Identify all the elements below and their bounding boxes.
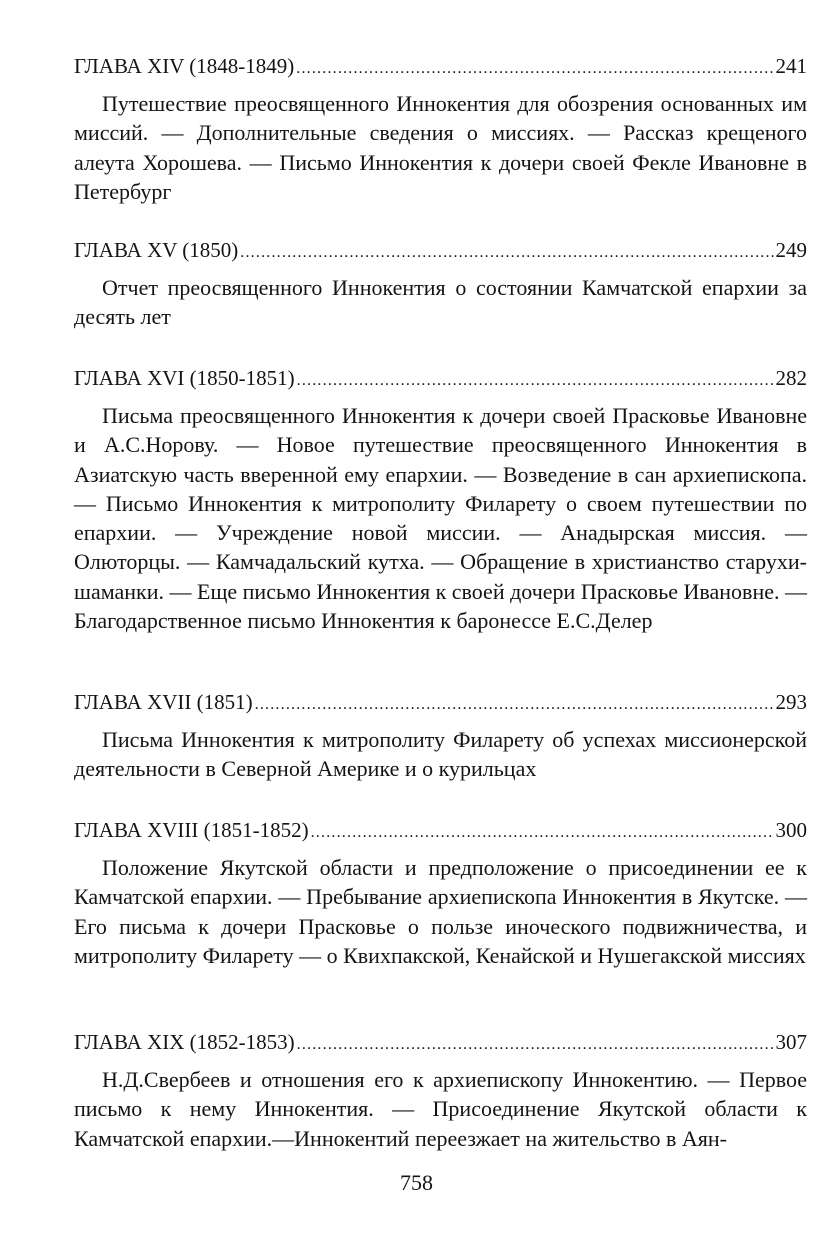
chapter-title: ГЛАВА XIV (1848-1849)	[74, 54, 295, 78]
dot-leader	[296, 53, 773, 85]
chapter-title: ГЛАВА XV (1850)	[74, 238, 239, 262]
dot-leader	[255, 689, 774, 721]
chapter-summary: Письма преосвященного Иннокентия к дочери своей Прасковье Ивановне и А.С.Норову. — Новое путешествие преосвященного Иннокентия в Азиатскую часть вверенной ему епархии. — Возведение в сан архиепископа. — Письмо Иннокентия к митрополиту Филарету о своем путешествии по епархии. — Учреждение новой миссии. — Анадырская миссия. — Олюторцы. — Камчадальский кутха. — Обращение в христианство старухи-шаманки. — Еще письмо Иннокентия к своей дочери Прасковье Ивановне. — Благодарственное письмо Иннокентия к баронессе Е.С.Делер	[74, 403, 807, 634]
toc-entry-heading	[74, 1026, 807, 1058]
toc-entry-heading	[74, 234, 807, 266]
chapter-title: ГЛАВА XVIII (1851-1852)	[74, 818, 309, 842]
chapter-page-number: 300	[775, 818, 807, 842]
toc-entry-chapter-15	[74, 234, 807, 332]
chapter-summary: Н.Д.Свербеев и отношения его к архиепископу Иннокентию. — Первое письмо к нему Иннокентия. — Присоединение Якутской области к Камчатской епархии.—Иннокентий переезжает на жительство в Аян-	[74, 1067, 807, 1151]
chapter-summary: Путешествие преосвященного Иннокентия для обозрения основанных им миссий. — Дополнительные сведения о миссиях. — Рассказ крещеного алеута Хорошева. — Письмо Иннокентия к дочери своей Фекле Ивановне в Петербург	[74, 91, 807, 204]
toc-entry-chapter-16	[74, 362, 807, 635]
toc-entry-chapter-18	[74, 814, 807, 970]
chapter-page-number: 282	[775, 366, 807, 390]
toc-entry-heading	[74, 50, 807, 82]
chapter-page-number: 249	[775, 238, 807, 262]
toc-entry-heading	[74, 686, 807, 718]
chapter-title: ГЛАВА XVI (1850-1851)	[74, 366, 295, 390]
chapter-title: ГЛАВА XVII (1851)	[74, 690, 253, 714]
chapter-summary: Отчет преосвященного Иннокентия о состоянии Камчатской епархии за десять лет	[74, 275, 807, 330]
dot-leader	[311, 817, 774, 849]
toc-entry-heading	[74, 814, 807, 846]
toc-entry-chapter-17	[74, 686, 807, 784]
dot-leader	[297, 1029, 774, 1061]
chapter-page-number: 307	[775, 1030, 807, 1054]
chapter-summary: Письма Иннокентия к митрополиту Филарету об успехах миссионерской деятельности в Северной Америке и о курильцах	[74, 727, 807, 782]
page-number: 758	[400, 1170, 433, 1195]
chapter-page-number: 293	[775, 690, 807, 714]
chapter-summary: Положение Якутской области и предположение о присоединении ее к Камчатской епархии. — Пребывание архиепископа Иннокентия в Якутске. — Его письма к дочери Прасковье о пользе иноческого подвижничества, и митрополиту Филарету — о Квихпакской, Кенайской и Нушегакской миссиях	[74, 855, 807, 968]
chapter-title: ГЛАВА XIX (1852-1853)	[74, 1030, 295, 1054]
chapter-page-number: 241	[775, 54, 807, 78]
toc-entry-chapter-19	[74, 1026, 807, 1153]
toc-entry-chapter-14	[74, 50, 807, 206]
toc-entry-heading	[74, 362, 807, 394]
dot-leader	[297, 365, 774, 397]
dot-leader	[240, 237, 773, 269]
